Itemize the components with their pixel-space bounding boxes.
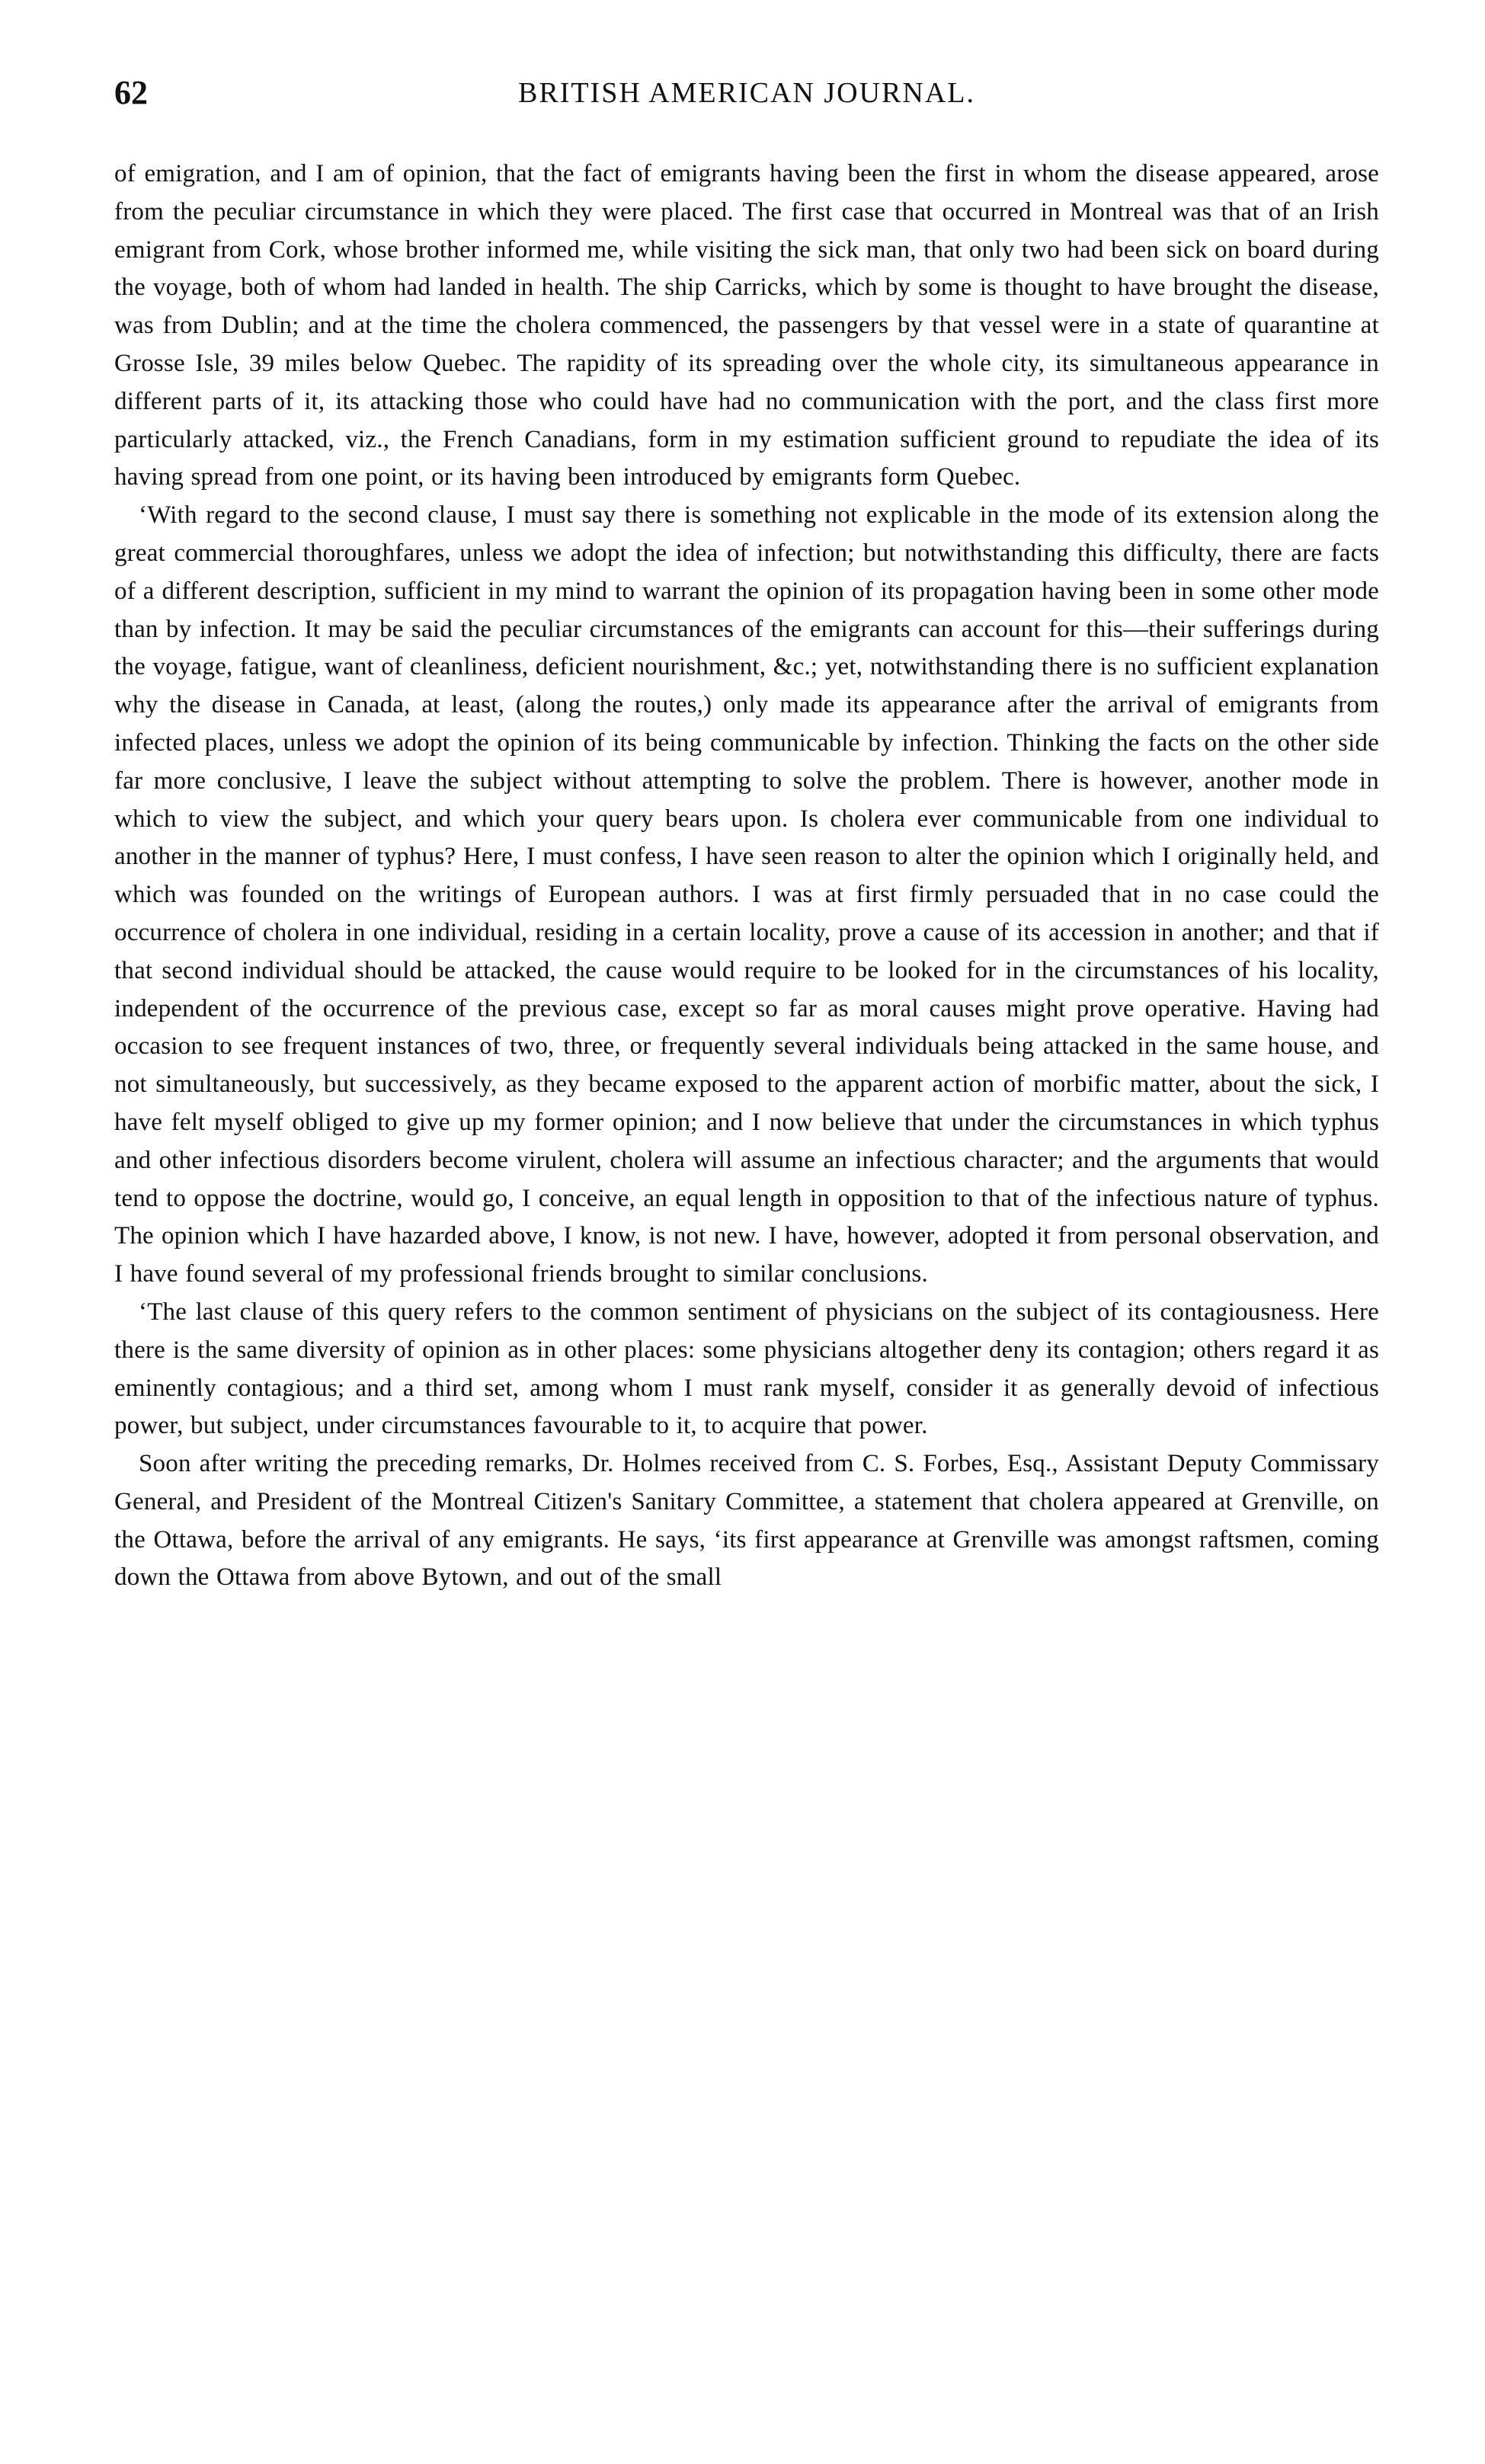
paragraph-2: ‘With regard to the second clause, I must say there is something not explicable in the mode of its extension along the great commercial thoroughfares, unless we adopt the idea of infection; but notwithstanding this difficulty, there are facts of a different description, sufficient in my mind to warrant the opinion of its propagation having been in some other mode than by infection. It may be said the peculiar circumstances of the emigrants can account for this—their sufferings during the voyage, fatigue, want of cleanliness, deficient nourishment, &c.; yet, notwithstanding there is no sufficient explanation why the disease in Canada, at least, (along the routes,) only made its appearance after the arrival of emigrants from infected places, unless we adopt the opinion of its being communicable by infection. Thinking the facts on the other side far more conclusive, I leave the subject without attempting to solve the problem. There is however, another mode in which to view the subject, and which your query bears upon. Is cholera ever communicable from one individual to another in the manner of typhus? Here, I must confess, I have seen reason to alter the opinion which I originally held, and which was founded on the writings of European authors. I was at first firmly persuaded that in no case could the occurrence of cholera in one individual, residing in a certain locality, prove a cause of its accession in another; and that if that second individual should be attacked, the cause would require to be looked for in the circumstances of his locality, independent of the occurrence of the previous case, except so far as moral causes might prove operative. Having had occasion to see frequent instances of two, three, or frequently several individuals being attacked in the same house, and not simultaneously, but successively, as they became exposed to the apparent action of morbific matter, about the sick, I have felt myself obliged to give up my former opinion; and I now believe that under the circumstances in which typhus and other infectious disorders become virulent, cholera will assume an infectious character; and the arguments that would tend to oppose the doctrine, would go, I conceive, an equal length in opposition to that of the infectious nature of typhus. The opinion which I have hazarded above, I know, is not new. I have, however, adopted it from personal observation, and I have found several of my professional friends brought to similar conclusions. — [114, 501, 1379, 1288]
paragraph-4: Soon after writing the preceding remarks, Dr. Holmes received from C. S. Forbes, Esq., Assistant Deputy Commissary General, and President of the Montreal Citizen's Sanitary Committee, a statement that cholera appeared at Grenville, on the Ottawa, before the arrival of any emigrants. He says, ‘its first appearance at Grenville was amongst raftsmen, coming down the Ottawa from above Bytown, and out of the small — [114, 1450, 1379, 1592]
journal-page — [114, 73, 1379, 1597]
article-body — [114, 155, 1379, 1597]
paragraph-1: of emigration, and I am of opinion, that the fact of emigrants having been the first in whom the disease appeared, arose from the peculiar circumstance in which they were placed. The first case that occurred in Montreal was that of an Irish emigrant from Cork, whose brother informed me, while visiting the sick man, that only two had been sick on board during the voyage, both of whom had landed in health. The ship Carricks, which by some is thought to have brought the disease, was from Dublin; and at the time the cholera commenced, the passengers by that vessel were in a state of quarantine at Grosse Isle, 39 miles below Quebec. The rapidity of its spreading over the whole city, its simultaneous appearance in different parts of it, its attacking those who could have had no communication with the port, and the class first more particularly attacked, viz., the French Canadians, form in my estimation sufficient ground to repudiate the idea of its having spread from one point, or its having been introduced by emigrants form Quebec. — [114, 160, 1379, 491]
running-title: BRITISH AMERICAN JOURNAL. — [518, 77, 975, 109]
page-header — [114, 73, 1379, 126]
paragraph-3: ‘The last clause of this query refers to the common sentiment of physicians on the subject of its contagiousness. Here there is the same diversity of opinion as in other places: some physicians altogether deny its contagion; others regard it as eminently contagious; and a third set, among whom I must rank myself, consider it as generally devoid of infectious power, but subject, under circumstances favourable to it, to acquire that power. — [114, 1298, 1379, 1440]
page-number: 62 — [114, 74, 148, 111]
